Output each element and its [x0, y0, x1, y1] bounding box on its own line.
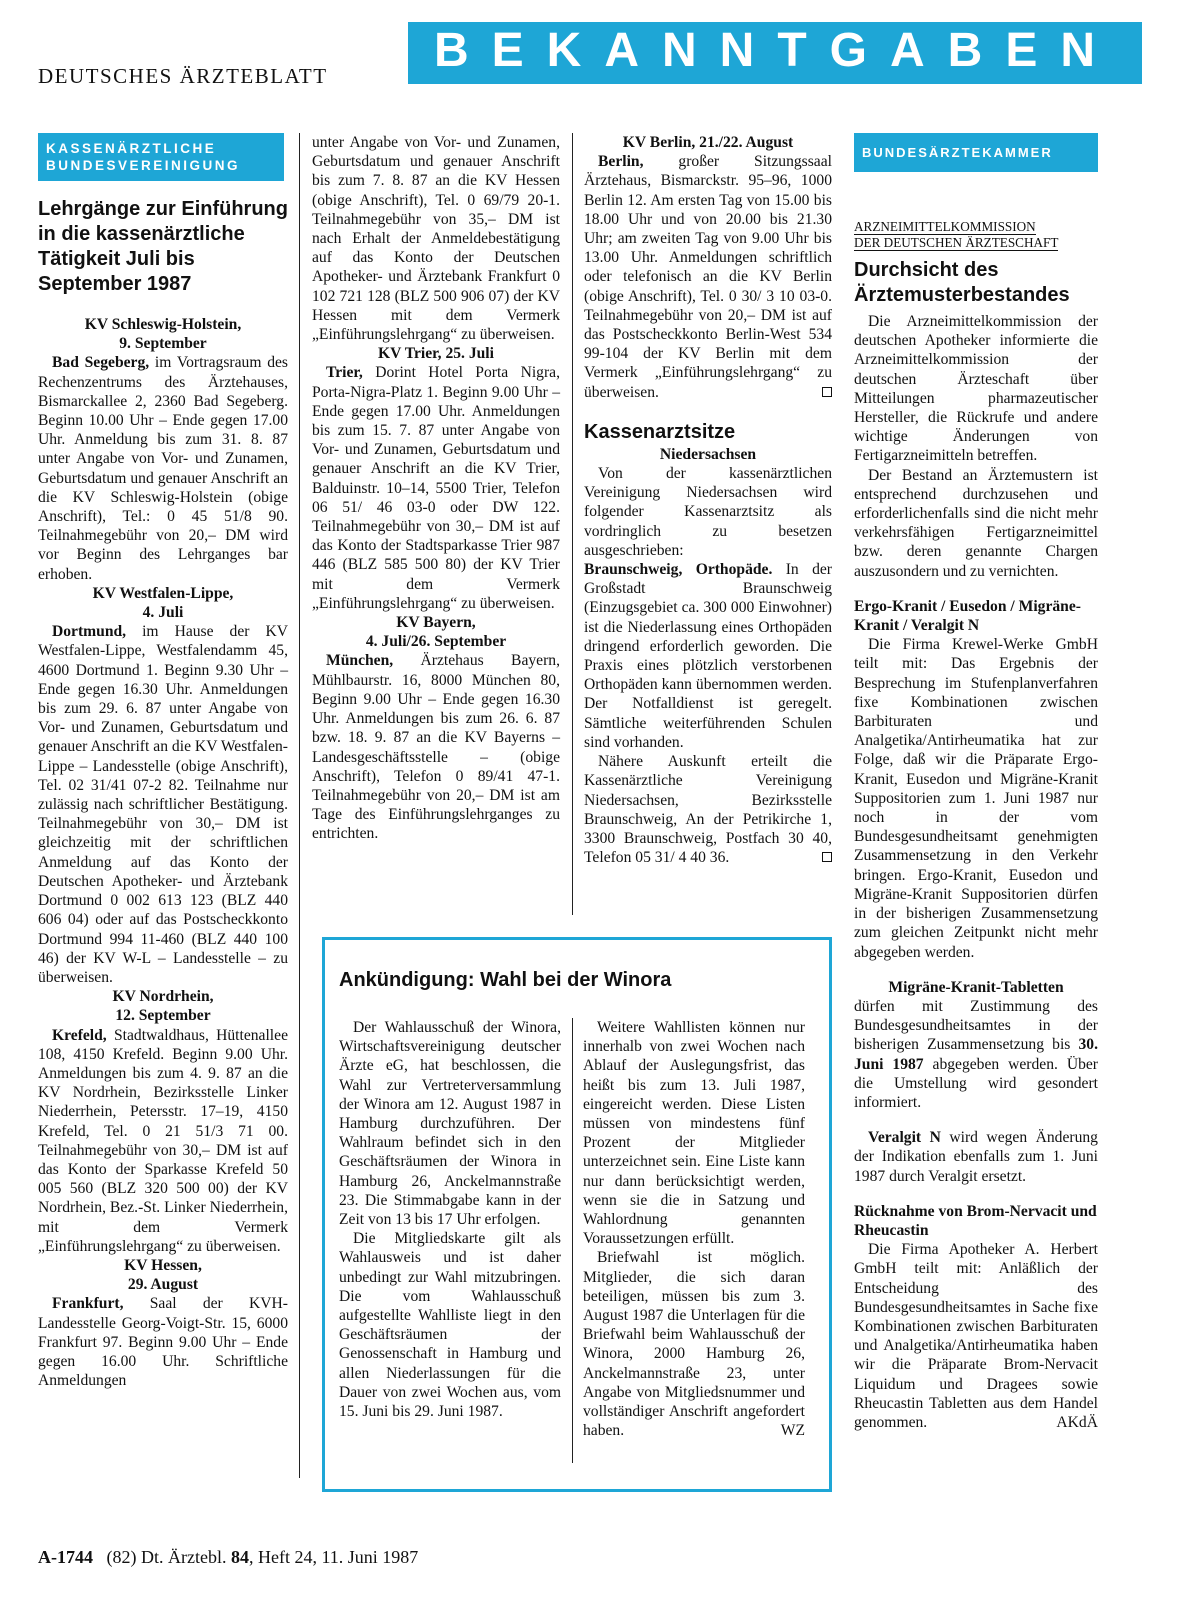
kv-date: 9. September — [119, 335, 207, 353]
paragraph-text: dürfen mit Zustimmung des Bundesgesundheitsamtes in der bisherigen Zusammensetzung bis — [854, 997, 1098, 1054]
notice-heading: Ergo-Kranit / Eusedon / Migräne-Kranit / Veralgit N — [854, 597, 1081, 635]
signature: AKdÄ — [1056, 1413, 1098, 1431]
footer-volume: 84 — [230, 1547, 249, 1567]
kv-entry — [38, 1294, 288, 1390]
akdae-heading — [854, 219, 1098, 251]
paragraph — [584, 752, 832, 867]
rubric-kbv — [38, 133, 284, 181]
publication-masthead: DEUTSCHES ÄRZTEBLATT — [38, 64, 328, 88]
section-title-kassenarztsitze: Kassenarztsitze — [584, 420, 736, 443]
column-1 — [38, 133, 288, 1390]
notice-heading: Migräne-Kranit-Tabletten — [888, 978, 1064, 996]
paragraph-text: wird wegen Änderung der Indikation ebenfalls zum 1. Juni 1987 durch Veralgit ersetzt. — [854, 1129, 1098, 1185]
winora-announcement-box — [322, 937, 832, 1492]
contact-text: Nähere Auskunft erteilt die Kassenärztliche Vereinigung Niedersachsen, Bezirksstelle Braunschweig, An der Petrikirche 1, 3300 Braunschweig, Postfach 30 40, Telefon 05 31/ 4 40 36. — [584, 753, 832, 867]
kv-heading: KV Westfalen-Lippe, — [92, 584, 234, 602]
announcement-right-column — [583, 1018, 805, 1440]
kv-entry — [38, 1026, 288, 1256]
page-footer — [38, 1547, 418, 1568]
kv-entry-continued: unter Angabe von Vor- und Zunamen, Geburtsdatum und genauer Anschrift bis zum 7. 8. 87 an die KV Hessen (obige Anschrift), Tel. 0 69/79 20-1. Teilnahmegebühr von 35,– DM ist nach Erhalt der Anmeldebestätigung auf das Konto der Deutschen Apotheker- und Ärztebank Frankfurt 0 102 721 128 (BLZ 500 906 07) der KV Hessen mit dem Vermerk „Einführungslehrgang“ zu überweisen. — [312, 134, 560, 344]
date-highlight: 30. Juni 1987 — [854, 1036, 1098, 1073]
kv-entry — [312, 363, 560, 613]
kv-place: München, — [326, 652, 394, 670]
column-rule — [572, 1018, 573, 1463]
kv-place: Frankfurt, — [52, 1295, 124, 1313]
kv-place: Trier, — [326, 364, 363, 382]
kv-entry — [38, 353, 288, 583]
signature: WZ — [780, 1422, 805, 1440]
paragraph: Der Bestand an Ärztemustern ist entsprechend durchzusehen und erforderlichenfalls sind die nicht mehr verkehrsfähigen Fertigarzneimittel bzw. deren genannte Chargen auszusondern und zu vernichten. — [854, 466, 1098, 580]
article-title: Lehrgänge zur Einführung in die kassenärztliche Tätigkeit Juli bis September 1987 — [38, 198, 288, 295]
kv-text: Dorint Hotel Porta Nigra, Porta-Nigra-Platz 1. Beginn 9.00 Uhr – Ende gegen 17.00 Uhr. Anmeldungen bis zum 15. 7. 87 unter Angabe von Vor- und Zunamen, Geburtsdatum und genauer Anschrift an die KV Trier, Balduinstr. 10–14, 5500 Trier, Telefon 06 51/ 46 03-0 oder DW 122. Teilnahmegebühr von 30,– DM ist auf das Konto der Stadtsparkasse Trier 987 446 (BLZ 585 500 80) der KV Trier mit dem Vermerk „Einführungslehrgang“ zu überweisen. — [312, 364, 560, 612]
paragraph-text: Briefwahl ist möglich. Mitglieder, die sich daran beteiligen, müssen bis zum 3. August 1987 die Unterlagen für die Briefwahl beim Wahlausschuß der Winora, 2000 Hamburg 26, Anckelmannstraße 23, unter Angabe von Mitgliedsnummer und vollständiger Anschrift angefordert haben. — [583, 1249, 805, 1440]
kv-place: Bad Segeberg, — [52, 354, 150, 372]
product-name: Veralgit N — [868, 1129, 941, 1147]
akdae-line: DER DEUTSCHEN ÄRZTESCHAFT — [854, 235, 1059, 250]
rubric-baek: BUNDESÄRZTEKAMMER — [854, 133, 1098, 172]
kv-entry — [584, 152, 832, 402]
kv-text: Stadtwaldhaus, Hüttenallee 108, 4150 Krefeld. Beginn 9.00 Uhr. Anmeldungen bis zum 4. 9. 87 an die KV Nordrhein, Bezirksstelle Linker Niederrhein, Petersstr. 17–19, 4150 Krefeld, Tel. 0 21 51/3 71 00. Teilnahmegebühr von 30,– DM ist auf das Konto der Sparkasse Krefeld 50 005 560 (BLZ 320 500 00) der KV Nordrhein, Bez.-St. Linker Niederrhein, mit dem Vermerk „Einführungslehrgang“ zu überweisen. — [38, 1026, 288, 1255]
paragraph — [854, 1128, 1098, 1186]
kv-place: Berlin, — [598, 153, 644, 171]
kv-place: Krefeld, — [52, 1026, 107, 1044]
paragraph: Die Arzneimittelkommission der deutschen Apotheker informierte die Arzneimittelkommission der deutschen Ärzteschaft über Mitteilungen pharmazeutischer Hersteller, die Rückrufe und andere wichtige Änderungen von Fertigarzneimitteln betreffen. — [854, 313, 1098, 465]
kv-date: 29. August — [127, 1276, 199, 1294]
vacancy-text: In der Großstadt Braunschweig (Einzugsgebiet ca. 300 000 Einwohner) ist die Niederlassung eines Orthopäden dringend erforderlich geworden. Die Praxis eines plötzlich verstorbenen Orthopäden kann übernommen werden. Der Notfalldienst ist geregelt. Sämtliche weiterführenden Schulen sind vorhanden. — [584, 561, 832, 751]
kv-text: im Vortragsraum des Rechenzentrums des Ärztehauses, Bismarckallee 2, 2360 Bad Segeberg. Beginn 10.00 Uhr – Ende gegen 17.00 Uhr. Anmeldung bis zum 31. 8. 87 unter Angabe von Vor- und Zunamen, Geburtsdatum und genauer Anschrift an die KV Schleswig-Holstein (obige Anschrift), Tel.: 0 45 51/8 90. Teilnahmegebühr von 20,– DM wird vor Beginn des Lehrganges bar erhoben. — [38, 354, 288, 583]
column-3 — [584, 133, 832, 867]
kv-entry — [312, 651, 560, 843]
region-heading: Niedersachsen — [659, 445, 757, 463]
footer-issue: , Heft 24, 11. Juni 1987 — [248, 1547, 419, 1567]
section-banner: BEKANNTGABEN — [408, 22, 1142, 84]
kv-heading: KV Bayern, — [396, 614, 476, 632]
paragraph-text: abgegeben werden. Über die Umstellung wird gesondert informiert. — [854, 1055, 1099, 1111]
column-rule — [299, 133, 300, 1478]
kv-text: großer Sitzungssaal Ärztehaus, Bismarckstr. 95–96, 1000 Berlin 12. Am ersten Tag von 15.00 bis 18.00 Uhr und von 20.00 bis 21.30 Uhr; am zweiten Tag von 9.00 Uhr bis 13.00 Uhr. Anmeldungen schriftlich oder telefonisch an die KV Berlin (obige Anschrift), Tel. 0 30/ 3 10 03-0. Teilnahmegebühr von 20,– DM ist auf das Postscheckkonto Berlin-West 534 99-104 der KV Berlin mit dem Vermerk „Einführungslehrgang“ zu überweisen. — [584, 153, 832, 401]
end-mark-icon — [822, 387, 832, 397]
announcement-title: Ankündigung: Wahl bei der Winora — [339, 969, 672, 991]
paragraph — [583, 1248, 805, 1440]
kv-text: im Hause der KV Westfalen-Lippe, Westfalendamm 45, 4600 Dortmund 1. Beginn 9.30 Uhr – Ende gegen 16.30 Uhr. Anmeldungen bis zum 29. 6. 87 unter Angabe von Vor- und Zunamen, Geburtsdatum und genauer Anschrift an die KV Westfalen-Lippe – Landesstelle (obige Anschrift), Tel. 02 31/41 07-2 82. Teilnahme nur zulässig nach schriftlicher Bestätigung. Teilnahmegebühr von 30,– DM ist gleichzeitig mit der schriftlichen Anmeldung auf das Konto der Deutschen Apotheker- und Ärztebank Dortmund 0 002 613 123 (BLZ 440 606 04) oder auf das Postscheckkonto Dortmund 994 11-460 (BLZ 440 100 46) der KV W-L – Landesstelle – zu überweisen. — [38, 623, 288, 986]
article-title: Durchsicht des Ärztemusterbestandes — [854, 259, 1070, 306]
column-2 — [312, 133, 560, 844]
column-4-body — [854, 258, 1098, 1432]
kv-date: 4. Juli — [142, 604, 184, 622]
paragraph: Der Wahlausschuß der Winora, Wirtschaftsvereinigung deutscher Ärzte eG, hat beschlossen, die Wahl zur Vertreterversammlung der Winora am 12. August 1987 in Hamburg durchzuführen. Der Wahlraum befindet sich in den Geschäftsräumen der Winora in Hamburg 26, Anckelmannstraße 23. Die Stimmabgabe kann in der Zeit von 13 bis 17 Uhr erfolgen. — [339, 1019, 561, 1229]
kv-text: Saal der KVH-Landesstelle Georg-Voigt-Str. 15, 6000 Frankfurt 97. Beginn 9.00 Uhr – Ende gegen 16.00 Uhr. Schriftliche Anmeldungen — [38, 1295, 288, 1390]
kv-place: Dortmund, — [52, 623, 127, 641]
vacancy-heading: Braunschweig, Orthopäde. — [584, 561, 773, 579]
kv-heading: KV Berlin, 21./22. August — [622, 134, 794, 151]
paragraph: Von der kassenärztlichen Vereinigung Niedersachsen wird folgender Kassenarztsitz als vordringlich zu besetzen ausgeschrieben: — [584, 465, 832, 559]
kv-text: Ärztehaus Bayern, Mühlbaurstr. 16, 8000 München 80, Beginn 9.00 Uhr – Ende gegen 16.30 Uhr. Anmeldungen bis zum 26. 6. 87 bzw. 18. 9. 87 an die KV Bayerns – Landesgeschäftsstelle – (obige Anschrift), Telefon 0 89/41 47-1. Teilnahmegebühr von 20,– DM ist am Tage des Einführungslehrganges zu entrichten. — [312, 652, 560, 843]
paragraph-text: Die Firma Apotheker A. Herbert GmbH teilt mit: Anläßlich der Entscheidung des Bundesgesundheitsamtes in Sache fixe Kombinationen zwischen Barbituraten und Analgetika/Antirheumatika haben wir die Präparate Brom-Nervacit Liquidum und Dragees sowie Rheucastin Tabletten aus dem Handel genommen. — [854, 1241, 1098, 1431]
announcement-left-column — [339, 1018, 561, 1421]
paragraph — [584, 560, 832, 752]
rubric-line: KASSENÄRZTLICHE — [46, 141, 217, 156]
kv-heading: KV Schleswig-Holstein, — [84, 316, 242, 333]
paragraph — [854, 997, 1098, 1112]
paragraph — [854, 1240, 1098, 1432]
column-rule — [572, 133, 573, 915]
kv-date: 12. September — [115, 1007, 211, 1025]
akdae-line: ARZNEIMITTELKOMMISSION — [854, 219, 1036, 234]
kv-entry — [38, 622, 288, 987]
footer-citation: (82) Dt. Ärztebl. — [106, 1547, 231, 1567]
paragraph: Die Firma Krewel-Werke GmbH teilt mit: Das Ergebnis der Besprechung im Stufenplanverfahren fixe Kombinationen zwischen Barbituraten und Analgetika/Antirheumatika hat zur Folge, daß wir die Präparate Ergo-Kranit, Eusedon und Migräne-Kranit Suppositorien zum 1. Juni 1987 nur noch in der vom Bundesgesundheitsamt genehmigten Zusammensetzung in den Verkehr bringen. Ergo-Kranit, Eusedon und Migräne-Kranit Suppositorien dürfen in der bisherigen Zusammensetzung zum gleichen Zeitpunkt nicht mehr abgegeben werden. — [854, 636, 1098, 961]
page-number: A-1744 — [38, 1547, 93, 1567]
kv-heading: KV Nordrhein, — [112, 988, 214, 1006]
paragraph: Weitere Wahllisten können nur innerhalb von zwei Wochen nach Ablauf der Auslegungsfrist, das heißt bis zum 13. Juli 1987, eingereicht werden. Diese Listen müssen von mindestens fünf Prozent der Mitglieder unterzeichnet sein. Eine Liste kann nur dann berücksichtigt werden, wenn sie die in Satzung und Wahlordnung genannten Voraussetzungen erfüllt. — [583, 1019, 805, 1248]
kv-heading: KV Hessen, — [124, 1256, 202, 1274]
kv-heading: KV Trier, 25. Juli — [378, 345, 494, 363]
rubric-line: BUNDESVEREINIGUNG — [46, 158, 241, 173]
notice-heading: Rücknahme von Brom-Nervacit und Rheucastin — [854, 1202, 1097, 1239]
column-4 — [854, 133, 1098, 172]
end-mark-icon — [822, 852, 832, 862]
paragraph: Die Mitgliedskarte gilt als Wahlausweis und ist daher unbedingt zur Wahl mitzubringen. Die vom Wahlausschuß aufgestellte Wahlliste liegt in den Geschäftsräumen der Genossenschaft in Hamburg und allen Niederlassungen für die Dauer von zwei Wochen aus, vom 15. Juni bis 29. Juni 1987. — [339, 1230, 561, 1421]
kv-date: 4. Juli/26. September — [365, 633, 507, 651]
